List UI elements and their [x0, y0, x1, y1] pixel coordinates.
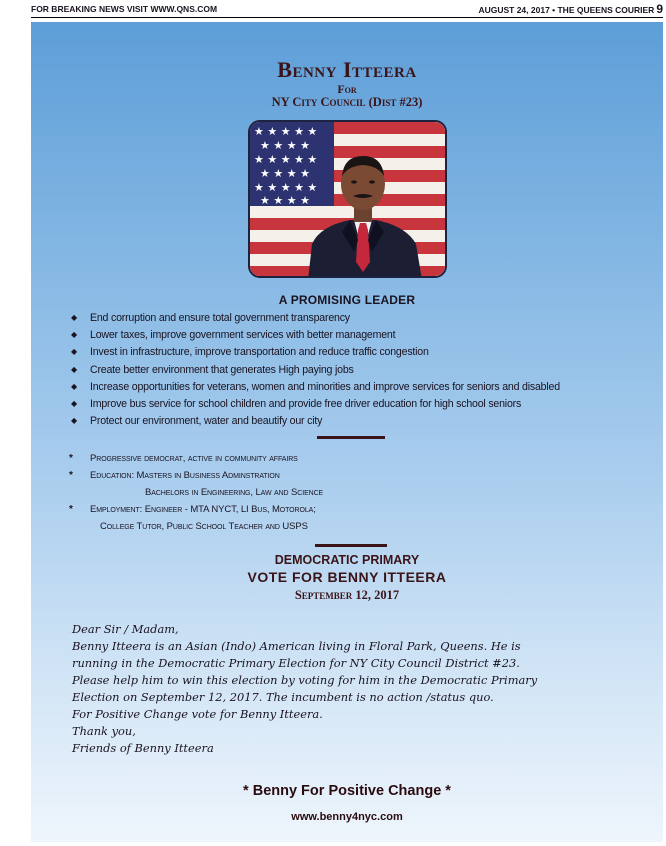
list-item: [71, 345, 651, 362]
section-divider: [315, 544, 387, 547]
candidate-name: Benny Itteera: [277, 57, 417, 82]
header-rule: [31, 17, 663, 18]
letter-line: Benny Itteera is an Asian (Indo) American living in Floral Park, Queens. He is: [72, 639, 521, 653]
campaign-advertisement: [31, 22, 663, 842]
vote-heading: VOTE FOR BENNY ITTEERA: [247, 569, 447, 585]
bio-text: Education: Masters in Business Adminstration: [90, 470, 280, 481]
list-item: [71, 414, 651, 431]
list-item: [71, 311, 651, 328]
promise-text: Invest in infrastructure, improve transportation and reduce traffic congestion: [90, 346, 429, 359]
endorsement-letter: [72, 621, 632, 757]
header-news-link-text: FOR BREAKING NEWS VISIT WWW.QNS.COM: [31, 4, 218, 14]
promise-text: Protect our environment, water and beautify our city: [90, 415, 323, 428]
list-item: [71, 380, 651, 397]
list-item: [71, 397, 651, 414]
list-item: [69, 501, 629, 535]
primary-date: September 12, 2017: [294, 588, 400, 602]
diamond-bullet-icon: ◆: [71, 416, 77, 426]
diamond-bullet-icon: ◆: [71, 364, 77, 374]
diamond-bullet-icon: ◆: [71, 347, 77, 357]
campaign-slogan: * Benny For Positive Change *: [243, 783, 451, 799]
page-number: 9: [656, 2, 663, 16]
promise-text: Create better environment that generates High paying jobs: [90, 363, 354, 376]
list-item: [71, 363, 651, 380]
svg-text:★ ★ ★ ★: ★ ★ ★ ★: [260, 167, 310, 180]
header-date-publication: [478, 2, 663, 16]
list-item: [71, 328, 651, 345]
bio-text: College Tutor, Public School Teacher and USPS: [100, 521, 308, 532]
bio-text: Bachelors in Engineering, Law and Science: [145, 487, 324, 498]
asterisk-bullet-icon: *: [69, 470, 73, 481]
candidate-photo: [248, 120, 447, 278]
candidate-photo-image: [250, 122, 447, 278]
svg-text:★ ★ ★ ★: ★ ★ ★ ★: [260, 194, 310, 207]
promise-text: End corruption and ensure total government transparency: [90, 312, 350, 324]
list-item: [69, 450, 629, 467]
svg-text:★ ★ ★ ★: ★ ★ ★ ★: [260, 139, 310, 152]
promise-text: Increase opportunities for veterans, women and minorities and improve services for seniors and disabled: [90, 380, 560, 393]
promises-list: [71, 311, 651, 431]
letter-salutation: Dear Sir / Madam,: [72, 622, 179, 636]
promise-text: Lower taxes, improve government services with better management: [90, 329, 396, 342]
promises-heading: A PROMISING LEADER: [278, 293, 416, 307]
letter-line: Please help him to win this election by voting for him in the Democratic Primary: [72, 673, 538, 687]
letter-line: Election on September 12, 2017. The incumbent is no action /status quo.: [72, 690, 494, 704]
asterisk-bullet-icon: *: [69, 453, 73, 464]
header-date-text: AUGUST 24, 2017 • THE QUEENS COURIER: [478, 5, 655, 15]
letter-signature: Friends of Benny Itteera: [72, 741, 214, 755]
diamond-bullet-icon: ◆: [71, 398, 77, 408]
for-label: For: [337, 82, 357, 96]
bio-list: [69, 450, 629, 535]
asterisk-bullet-icon: *: [69, 504, 73, 515]
diamond-bullet-icon: ◆: [71, 330, 77, 340]
office-title: NY City Council (Dist #23): [271, 95, 423, 109]
primary-heading: DEMOCRATIC PRIMARY: [274, 553, 420, 567]
letter-line: running in the Democratic Primary Election for NY City Council District #23.: [72, 656, 520, 670]
campaign-website: www.benny4nyc.com: [291, 811, 403, 823]
diamond-bullet-icon: ◆: [71, 313, 77, 322]
newspaper-header: [31, 4, 663, 18]
letter-line: For Positive Change vote for Benny Itteera.: [72, 707, 323, 721]
letter-closing: Thank you,: [72, 724, 136, 738]
svg-text:★ ★ ★ ★ ★: ★ ★ ★ ★ ★: [254, 125, 318, 138]
svg-text:★ ★ ★ ★ ★: ★ ★ ★ ★ ★: [254, 181, 318, 194]
promise-text: Improve bus service for school children and provide free driver education for high school seniors: [90, 397, 522, 410]
list-item: [69, 467, 629, 501]
section-divider: [317, 436, 385, 439]
bio-text: Progressive democrat, active in community affairs: [90, 453, 298, 464]
svg-text:★ ★ ★ ★ ★: ★ ★ ★ ★ ★: [254, 153, 318, 166]
bio-text: Employment: Engineer - MTA NYCT, LI Bus, Motorola;: [90, 504, 316, 515]
diamond-bullet-icon: ◆: [71, 381, 77, 391]
